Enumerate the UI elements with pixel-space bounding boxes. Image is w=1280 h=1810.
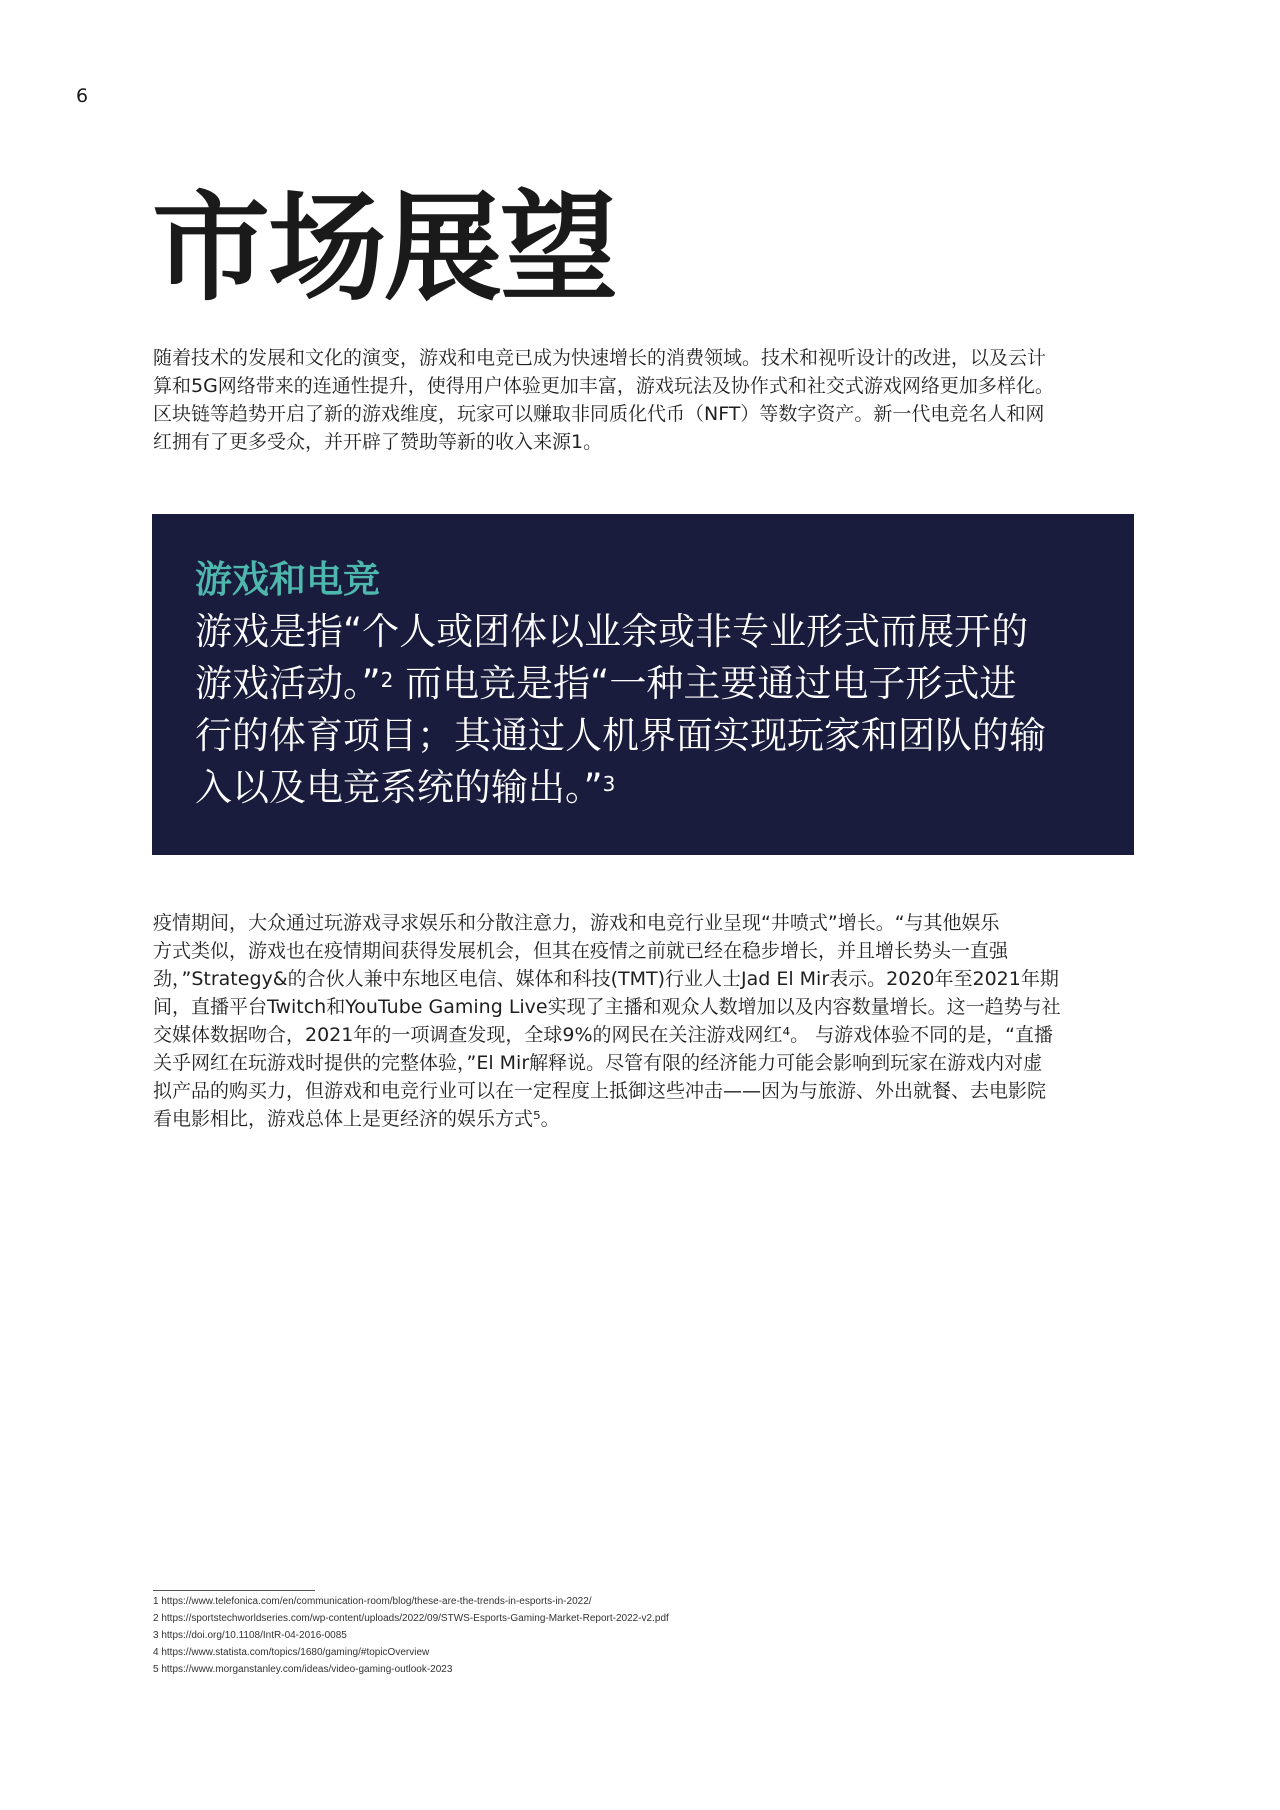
body-line: 疫情期间，大众通过玩游戏寻求娱乐和分散注意力，游戏和电竞行业呈现“井喷式”增长。“与其他娱乐	[153, 912, 1000, 934]
footnote-list	[153, 1593, 953, 1678]
callout-line	[195, 762, 1134, 814]
intro-line: 随着技术的发展和文化的演变，游戏和电竞已成为快速增长的消费领域。技术和视听设计的改进，以及云计	[153, 347, 1047, 369]
body-line: 间，直播平台Twitch和YouTube Gaming Live实现了主播和观众人数增加以及内容数量增长。这一趋势与社	[153, 996, 1061, 1018]
footnote-divider	[153, 1590, 315, 1591]
callout-text: 而电竞是指“一种主要通过电子形式进	[393, 662, 1017, 705]
callout-line: 行的体育项目；其通过人机界面实现玩家和团队的输	[195, 714, 1046, 757]
footnote-link[interactable]: 2 https://sportstechworldseries.com/wp-content/uploads/2022/09/STWS-Esports-Gaming-Market-Report-2022-v2.pdf	[153, 1613, 669, 1624]
body-line: 拟产品的购买力，但游戏和电竞行业可以在一定程度上抵御这些冲击——因为与旅游、外出就餐、去电影院	[153, 1080, 1047, 1102]
body-line: 方式类似，游戏也在疫情期间获得发展机会，但其在疫情之前就已经在稳步增长，并且增长势头一直强	[153, 940, 1009, 962]
footnote-link[interactable]: 4 https://www.statista.com/topics/1680/gaming/#topicOverview	[153, 1647, 430, 1658]
definition-callout-box	[152, 514, 1134, 855]
intro-line: 区块链等趋势开启了新的游戏维度，玩家可以赚取非同质化代币（NFT）等数字资产。新一代电竞名人和网	[153, 403, 1045, 425]
callout-text: 游戏活动。”	[195, 662, 381, 705]
body-line: 交媒体数据吻合，2021年的一项调查发现，全球9%的网民在关注游戏网红⁴。 与游戏体验不同的是，“直播	[153, 1024, 1053, 1046]
page-title: 市场展望	[152, 179, 617, 317]
body-line: 看电影相比，游戏总体上是更经济的娱乐方式⁵。	[153, 1108, 560, 1130]
footnote-ref-3: 3	[602, 772, 616, 796]
intro-line: 红拥有了更多受众，并开辟了赞助等新的收入来源1。	[153, 431, 603, 453]
body-line: 劲，”Strategy&的合伙人兼中东地区电信、媒体和科技(TMT)行业人士Jad El Mir表示。2020年至2021年期	[153, 968, 1059, 990]
page-number: 6	[76, 85, 89, 107]
footnote-link[interactable]: 5 https://www.morganstanley.com/ideas/video-gaming-outlook-2023	[153, 1664, 453, 1675]
callout-heading: 游戏和电竞	[195, 558, 380, 601]
callout-text: 入以及电竞系统的输出。”	[195, 766, 603, 809]
intro-paragraph	[153, 344, 1143, 456]
footnote-link[interactable]: 1 https://www.telefonica.com/en/communication-room/blog/these-are-the-trends-in-esports-in-2022/	[153, 1596, 592, 1607]
callout-line	[195, 658, 1134, 710]
callout-line: 游戏是指“个人或团体以业余或非专业形式而展开的	[195, 610, 1029, 653]
footnote-ref-2: 2	[380, 668, 394, 692]
intro-line: 算和5G网络带来的连通性提升，使得用户体验更加丰富，游戏玩法及协作式和社交式游戏网络更加多样化。	[153, 375, 1054, 397]
footnote-link[interactable]: 3 https://doi.org/10.1108/IntR-04-2016-0085	[153, 1630, 347, 1641]
body-paragraph	[153, 909, 1143, 1133]
body-line: 关乎网红在玩游戏时提供的完整体验，”El Mir解释说。尽管有限的经济能力可能会影响到玩家在游戏内对虚	[153, 1052, 1043, 1074]
